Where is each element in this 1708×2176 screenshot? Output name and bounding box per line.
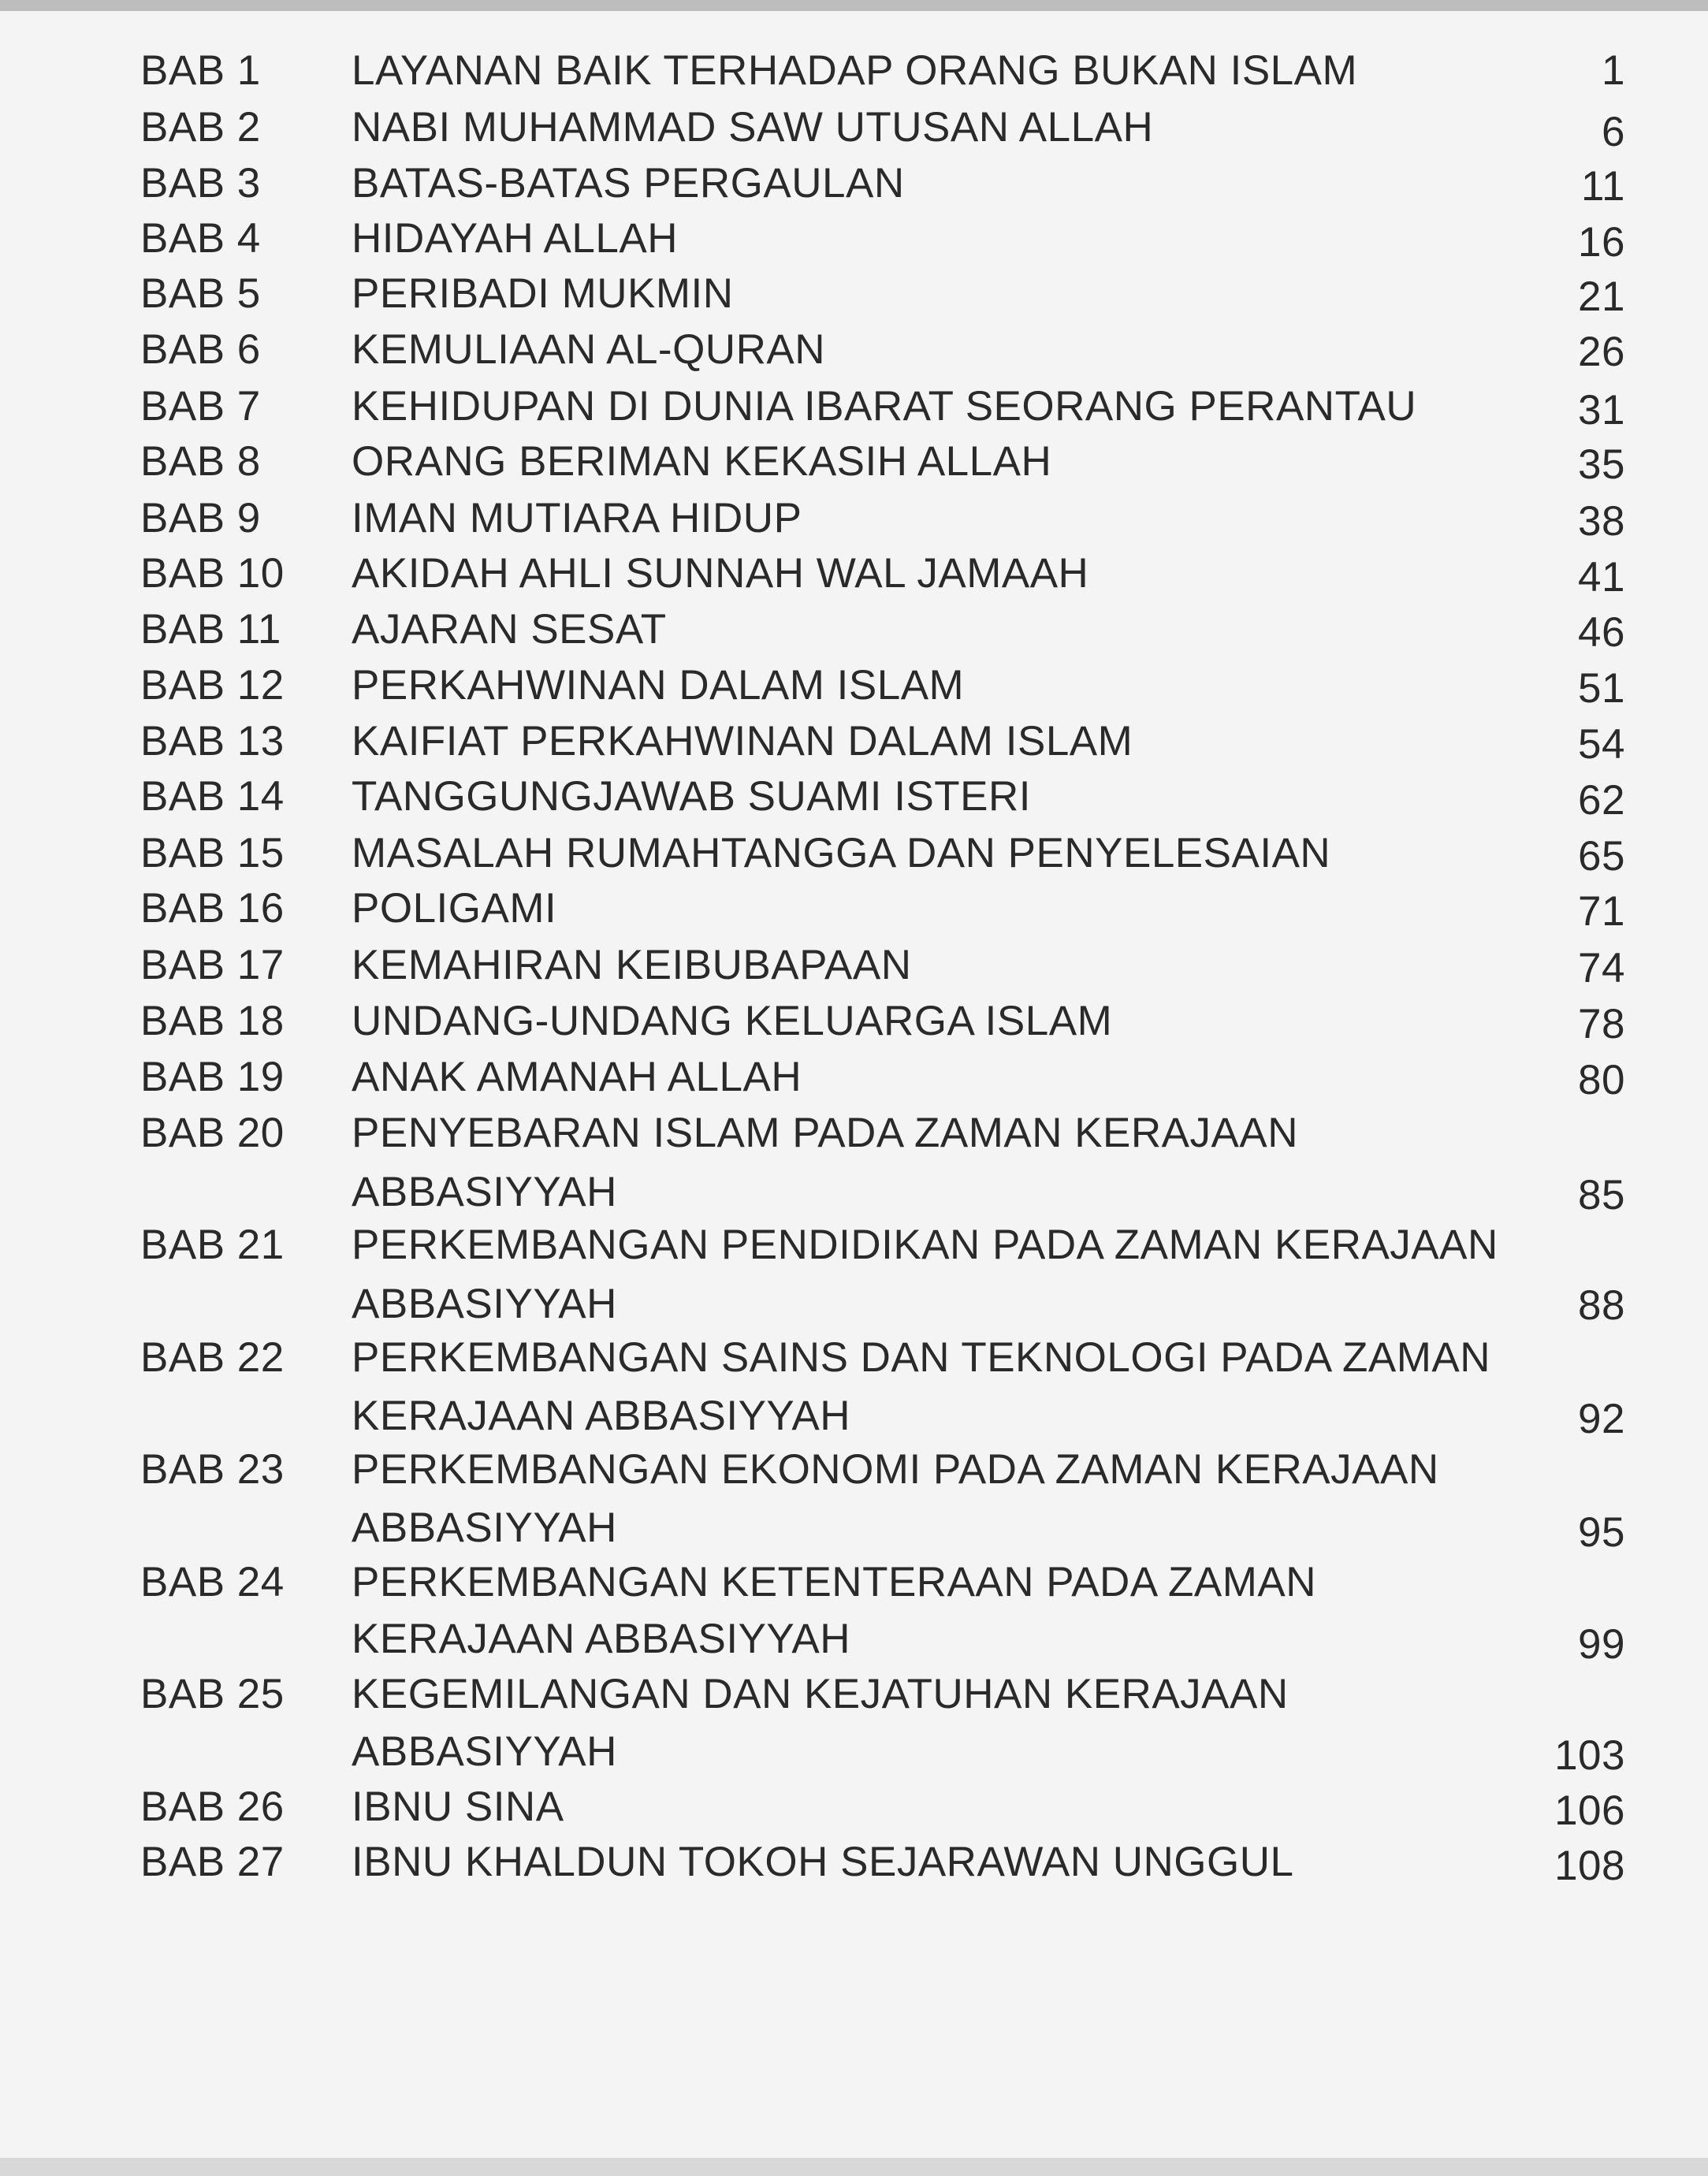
toc-bab-22: BAB 22 — [140, 1334, 285, 1381]
toc-page-26: 106 — [1554, 1787, 1625, 1834]
toc-title-8: ORANG BERIMAN KEKASIH ALLAH — [352, 438, 1052, 485]
toc-bab-19: BAB 19 — [140, 1054, 285, 1100]
toc-title-3: BATAS-BATAS PERGAULAN — [352, 160, 905, 206]
toc-page-21: 88 — [1578, 1282, 1625, 1329]
toc-title-19: ANAK AMANAH ALLAH — [352, 1054, 802, 1100]
toc-page-12: 51 — [1578, 665, 1625, 712]
toc-page-11: 46 — [1578, 609, 1625, 656]
toc-title-2: NABI MUHAMMAD SAW UTUSAN ALLAH — [352, 104, 1154, 151]
toc-bab-23: BAB 23 — [140, 1446, 285, 1493]
toc-title-24: PERKEMBANGAN KETENTERAAN PADA ZAMAN — [352, 1559, 1316, 1605]
toc-page-24: 99 — [1578, 1621, 1625, 1668]
toc-title-5: PERIBADI MUKMIN — [352, 270, 734, 317]
toc-bab-11: BAB 11 — [140, 606, 281, 653]
toc-page-9: 38 — [1578, 498, 1625, 545]
toc-page-19: 80 — [1578, 1057, 1625, 1103]
toc-page-13: 54 — [1578, 721, 1625, 768]
toc-title-13: KAIFIAT PERKAHWINAN DALAM ISLAM — [352, 718, 1133, 764]
toc-title-9: IMAN MUTIARA HIDUP — [352, 495, 802, 541]
toc-page-10: 41 — [1578, 554, 1625, 601]
toc-title-25: KEGEMILANGAN DAN KEJATUHAN KERAJAAN — [352, 1671, 1289, 1717]
toc-title-21: PERKEMBANGAN PENDIDIKAN PADA ZAMAN KERAJAAN — [352, 1222, 1498, 1268]
toc-title-23: PERKEMBANGAN EKONOMI PADA ZAMAN KERAJAAN — [352, 1446, 1439, 1493]
toc-page-27: 108 — [1554, 1843, 1625, 1889]
toc-page-16: 71 — [1578, 888, 1625, 935]
toc-title-22: PERKEMBANGAN SAINS DAN TEKNOLOGI PADA ZAMAN — [352, 1334, 1490, 1381]
toc-bab-2: BAB 2 — [140, 104, 261, 151]
toc-bab-18: BAB 18 — [140, 998, 285, 1044]
toc-page-6: 26 — [1578, 329, 1625, 375]
toc-bab-8: BAB 8 — [140, 438, 261, 485]
toc-bab-9: BAB 9 — [140, 495, 261, 541]
toc-page-3: 11 — [1580, 163, 1625, 210]
toc-page-15: 65 — [1578, 833, 1625, 880]
toc-title-7: KEHIDUPAN DI DUNIA IBARAT SEORANG PERANTAU — [352, 383, 1417, 430]
toc-bab-17: BAB 17 — [140, 942, 285, 988]
toc-bab-7: BAB 7 — [140, 383, 261, 430]
toc-bab-16: BAB 16 — [140, 885, 285, 932]
toc-page-5: 21 — [1578, 273, 1625, 320]
toc-bab-13: BAB 13 — [140, 718, 285, 764]
toc-bab-4: BAB 4 — [140, 215, 261, 262]
toc-bab-26: BAB 26 — [140, 1784, 285, 1830]
toc-page-8: 35 — [1578, 441, 1625, 488]
toc-title-23-cont: ABBASIYYAH — [352, 1505, 617, 1551]
toc-title-27: IBNU KHALDUN TOKOH SEJARAWAN UNGGUL — [352, 1839, 1294, 1885]
toc-page-22: 92 — [1578, 1396, 1625, 1442]
toc-page-2: 6 — [1602, 109, 1625, 155]
toc-bab-1: BAB 1 — [140, 47, 261, 94]
toc-title-18: UNDANG-UNDANG KELUARGA ISLAM — [352, 998, 1113, 1044]
toc-title-17: KEMAHIRAN KEIBUBAPAAN — [352, 942, 912, 988]
toc-title-1: LAYANAN BAIK TERHADAP ORANG BUKAN ISLAM — [352, 47, 1358, 94]
toc-page-25: 103 — [1554, 1732, 1625, 1779]
toc-title-14: TANGGUNGJAWAB SUAMI ISTERI — [352, 773, 1032, 820]
toc-bab-15: BAB 15 — [140, 830, 285, 876]
toc-title-6: KEMULIAAN AL-QURAN — [352, 326, 825, 373]
toc-title-12: PERKAHWINAN DALAM ISLAM — [352, 662, 965, 709]
toc-title-11: AJARAN SESAT — [352, 606, 667, 653]
toc-bab-27: BAB 27 — [140, 1839, 285, 1885]
toc-page-7: 31 — [1578, 387, 1625, 433]
toc-title-26: IBNU SINA — [352, 1784, 564, 1830]
toc-bab-6: BAB 6 — [140, 326, 261, 373]
toc-page-18: 78 — [1578, 1001, 1625, 1047]
toc-bab-20: BAB 20 — [140, 1110, 285, 1156]
toc-title-25-cont: ABBASIYYAH — [352, 1728, 617, 1775]
toc-bab-24: BAB 24 — [140, 1559, 285, 1605]
toc-bab-12: BAB 12 — [140, 662, 285, 709]
toc-title-24-cont: KERAJAAN ABBASIYYAH — [352, 1616, 850, 1662]
toc-page-14: 62 — [1578, 777, 1625, 824]
toc-page-17: 74 — [1578, 945, 1625, 991]
toc-page-1: 1 — [1602, 47, 1625, 94]
toc-bab-3: BAB 3 — [140, 160, 261, 206]
toc-bab-10: BAB 10 — [140, 550, 285, 597]
toc-title-20: PENYEBARAN ISLAM PADA ZAMAN KERAJAAN — [352, 1110, 1299, 1156]
toc-title-15: MASALAH RUMAHTANGGA DAN PENYELESAIAN — [352, 830, 1331, 876]
toc-title-10: AKIDAH AHLI SUNNAH WAL JAMAAH — [352, 550, 1089, 597]
toc-title-4: HIDAYAH ALLAH — [352, 215, 678, 262]
toc-title-21-cont: ABBASIYYAH — [352, 1281, 617, 1327]
toc-title-20-cont: ABBASIYYAH — [352, 1169, 617, 1215]
toc-page-4: 16 — [1578, 219, 1625, 266]
toc-page-20: 85 — [1578, 1172, 1625, 1218]
toc-bab-25: BAB 25 — [140, 1671, 285, 1717]
toc-bab-14: BAB 14 — [140, 773, 285, 820]
toc-title-16: POLIGAMI — [352, 885, 557, 932]
toc-bab-21: BAB 21 — [140, 1222, 285, 1268]
toc-title-22-cont: KERAJAAN ABBASIYYAH — [352, 1393, 850, 1439]
toc-bab-5: BAB 5 — [140, 270, 261, 317]
toc-page-23: 95 — [1578, 1509, 1625, 1556]
